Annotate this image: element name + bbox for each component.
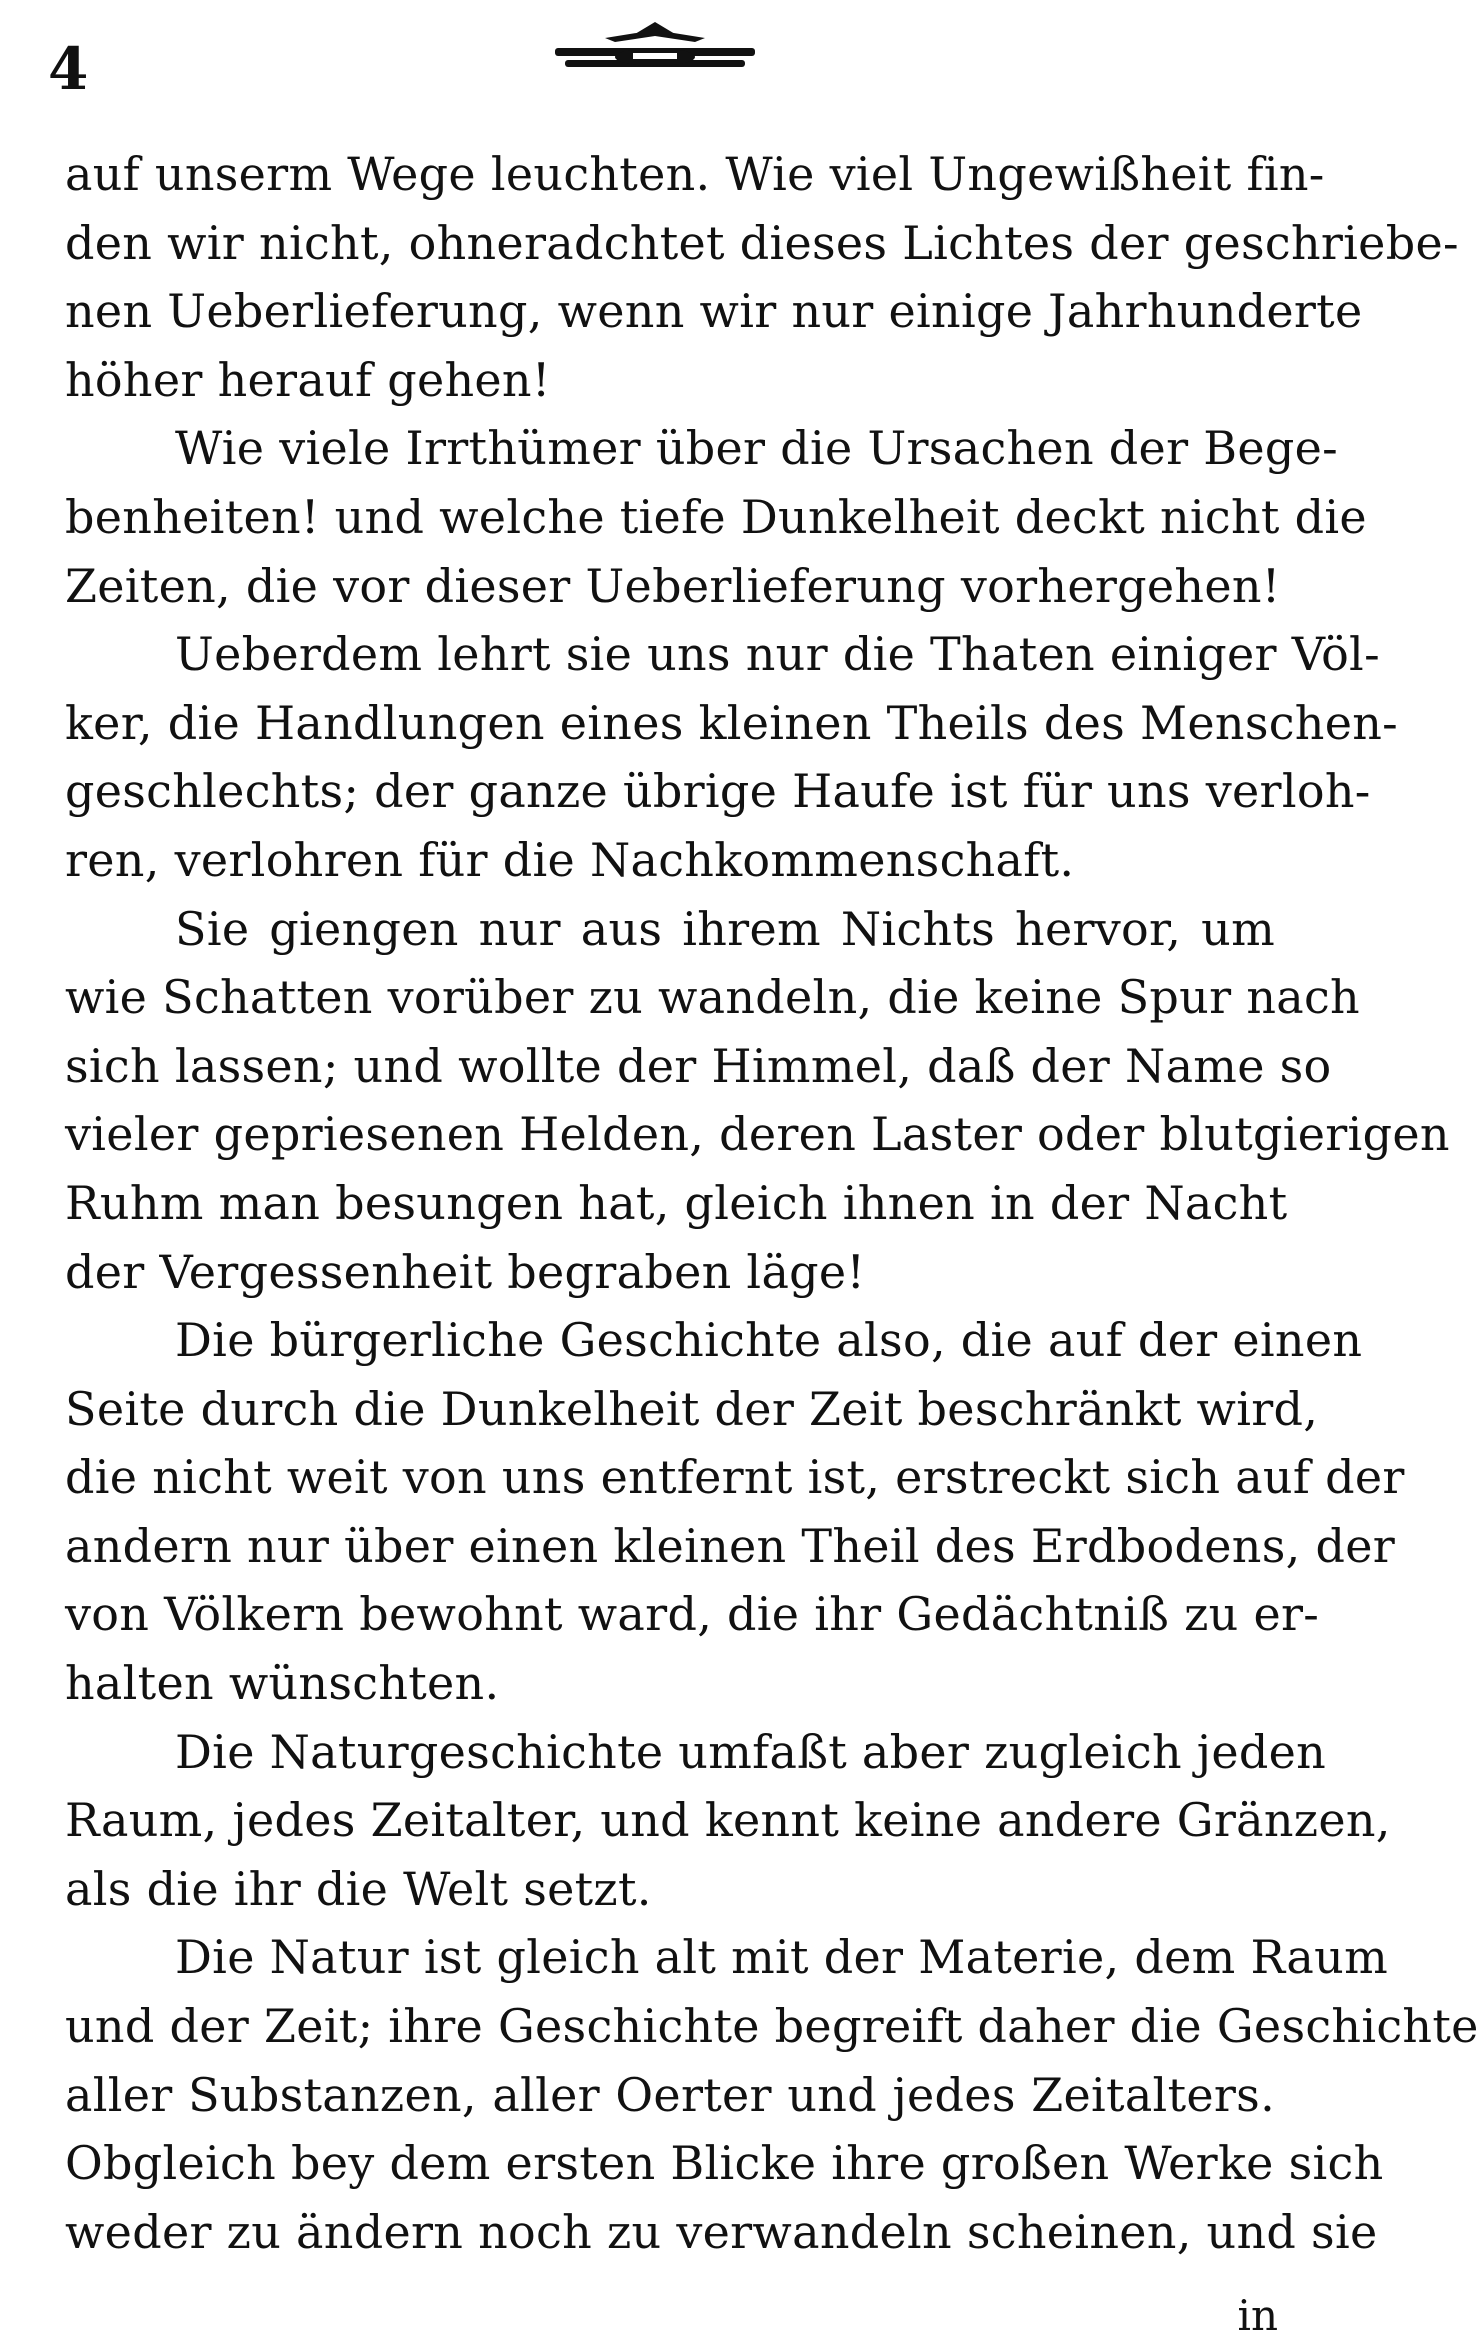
text-line: sich lassen; und wollte der Himmel, daß der Name so bbox=[65, 1038, 1332, 1093]
page-number: 4 bbox=[48, 35, 89, 103]
text-line: weder zu ändern noch zu verwandeln scheinen, und sie bbox=[65, 2204, 1378, 2259]
text-line: Raum, jedes Zeitalter, und kennt keine andere Gränzen, bbox=[65, 1793, 1391, 1848]
text-line: halten wünschten. bbox=[65, 1656, 500, 1711]
text-line: ker, die Handlungen eines kleinen Theils des Menschen- bbox=[65, 695, 1399, 750]
text-line: Ueberdem lehrt sie uns nur die Thaten einiger Völ- bbox=[175, 627, 1380, 682]
text-line: höher herauf gehen! bbox=[65, 352, 551, 407]
text-line: von Völkern bewohnt ward, die ihr Gedächtniß zu er- bbox=[65, 1587, 1320, 1642]
text-line: Seite durch die Dunkelheit der Zeit beschränkt wird, bbox=[65, 1381, 1319, 1436]
text-line: Ruhm man besungen hat, gleich ihnen in der Nacht bbox=[65, 1175, 1288, 1230]
printers-ornament-icon bbox=[545, 20, 765, 80]
text-line: wie Schatten vorüber zu wandeln, die keine Spur nach bbox=[65, 970, 1360, 1025]
text-line: andern nur über einen kleinen Theil des Erdbodens, der bbox=[65, 1518, 1396, 1573]
text-line: benheiten! und welche tiefe Dunkelheit deckt nicht die bbox=[65, 489, 1367, 544]
text-line: aller Substanzen, aller Oerter und jedes Zeitalters. bbox=[65, 2067, 1275, 2122]
text-line: ren, verlohren für die Nachkommenschaft. bbox=[65, 832, 1075, 887]
text-line: den wir nicht, ohneradchtet dieses Lichtes der geschriebe- bbox=[65, 215, 1459, 270]
text-line: nen Ueberlieferung, wenn wir nur einige Jahrhunderte bbox=[65, 284, 1363, 339]
text-line: und der Zeit; ihre Geschichte begreift daher die Geschichte bbox=[65, 1999, 1479, 2054]
text-line: Obgleich bey dem ersten Blicke ihre großen Werke sich bbox=[65, 2136, 1384, 2191]
text-line: auf unserm Wege leuchten. Wie viel Ungewißheit fin- bbox=[65, 147, 1325, 201]
text-line: die nicht weit von uns entfernt ist, erstreckt sich auf der bbox=[65, 1450, 1405, 1505]
body-text bbox=[65, 140, 1479, 2266]
text-line: der Vergessenheit begraben läge! bbox=[65, 1244, 866, 1299]
text-line: Zeiten, die vor dieser Ueberlieferung vorhergehen! bbox=[65, 558, 1281, 613]
text-line: Die Natur ist gleich alt mit der Materie, dem Raum bbox=[175, 1930, 1388, 1985]
text-line: geschlechts; der ganze übrige Haufe ist für uns verloh- bbox=[65, 764, 1371, 819]
text-line: Die Naturgeschichte umfaßt aber zugleich jeden bbox=[175, 1724, 1327, 1779]
text-line: Sie giengen nur aus ihrem Nichts hervor, um bbox=[175, 901, 1275, 956]
text-line: Die bürgerliche Geschichte also, die auf der einen bbox=[175, 1313, 1363, 1368]
text-line: vieler gepriesenen Helden, deren Laster oder blutgierigen bbox=[65, 1107, 1450, 1162]
text-line: als die ihr die Welt setzt. bbox=[65, 1861, 652, 1916]
catchword: in bbox=[1237, 2291, 1278, 2340]
text-line: Wie viele Irrthümer über die Ursachen der Bege- bbox=[175, 421, 1339, 476]
